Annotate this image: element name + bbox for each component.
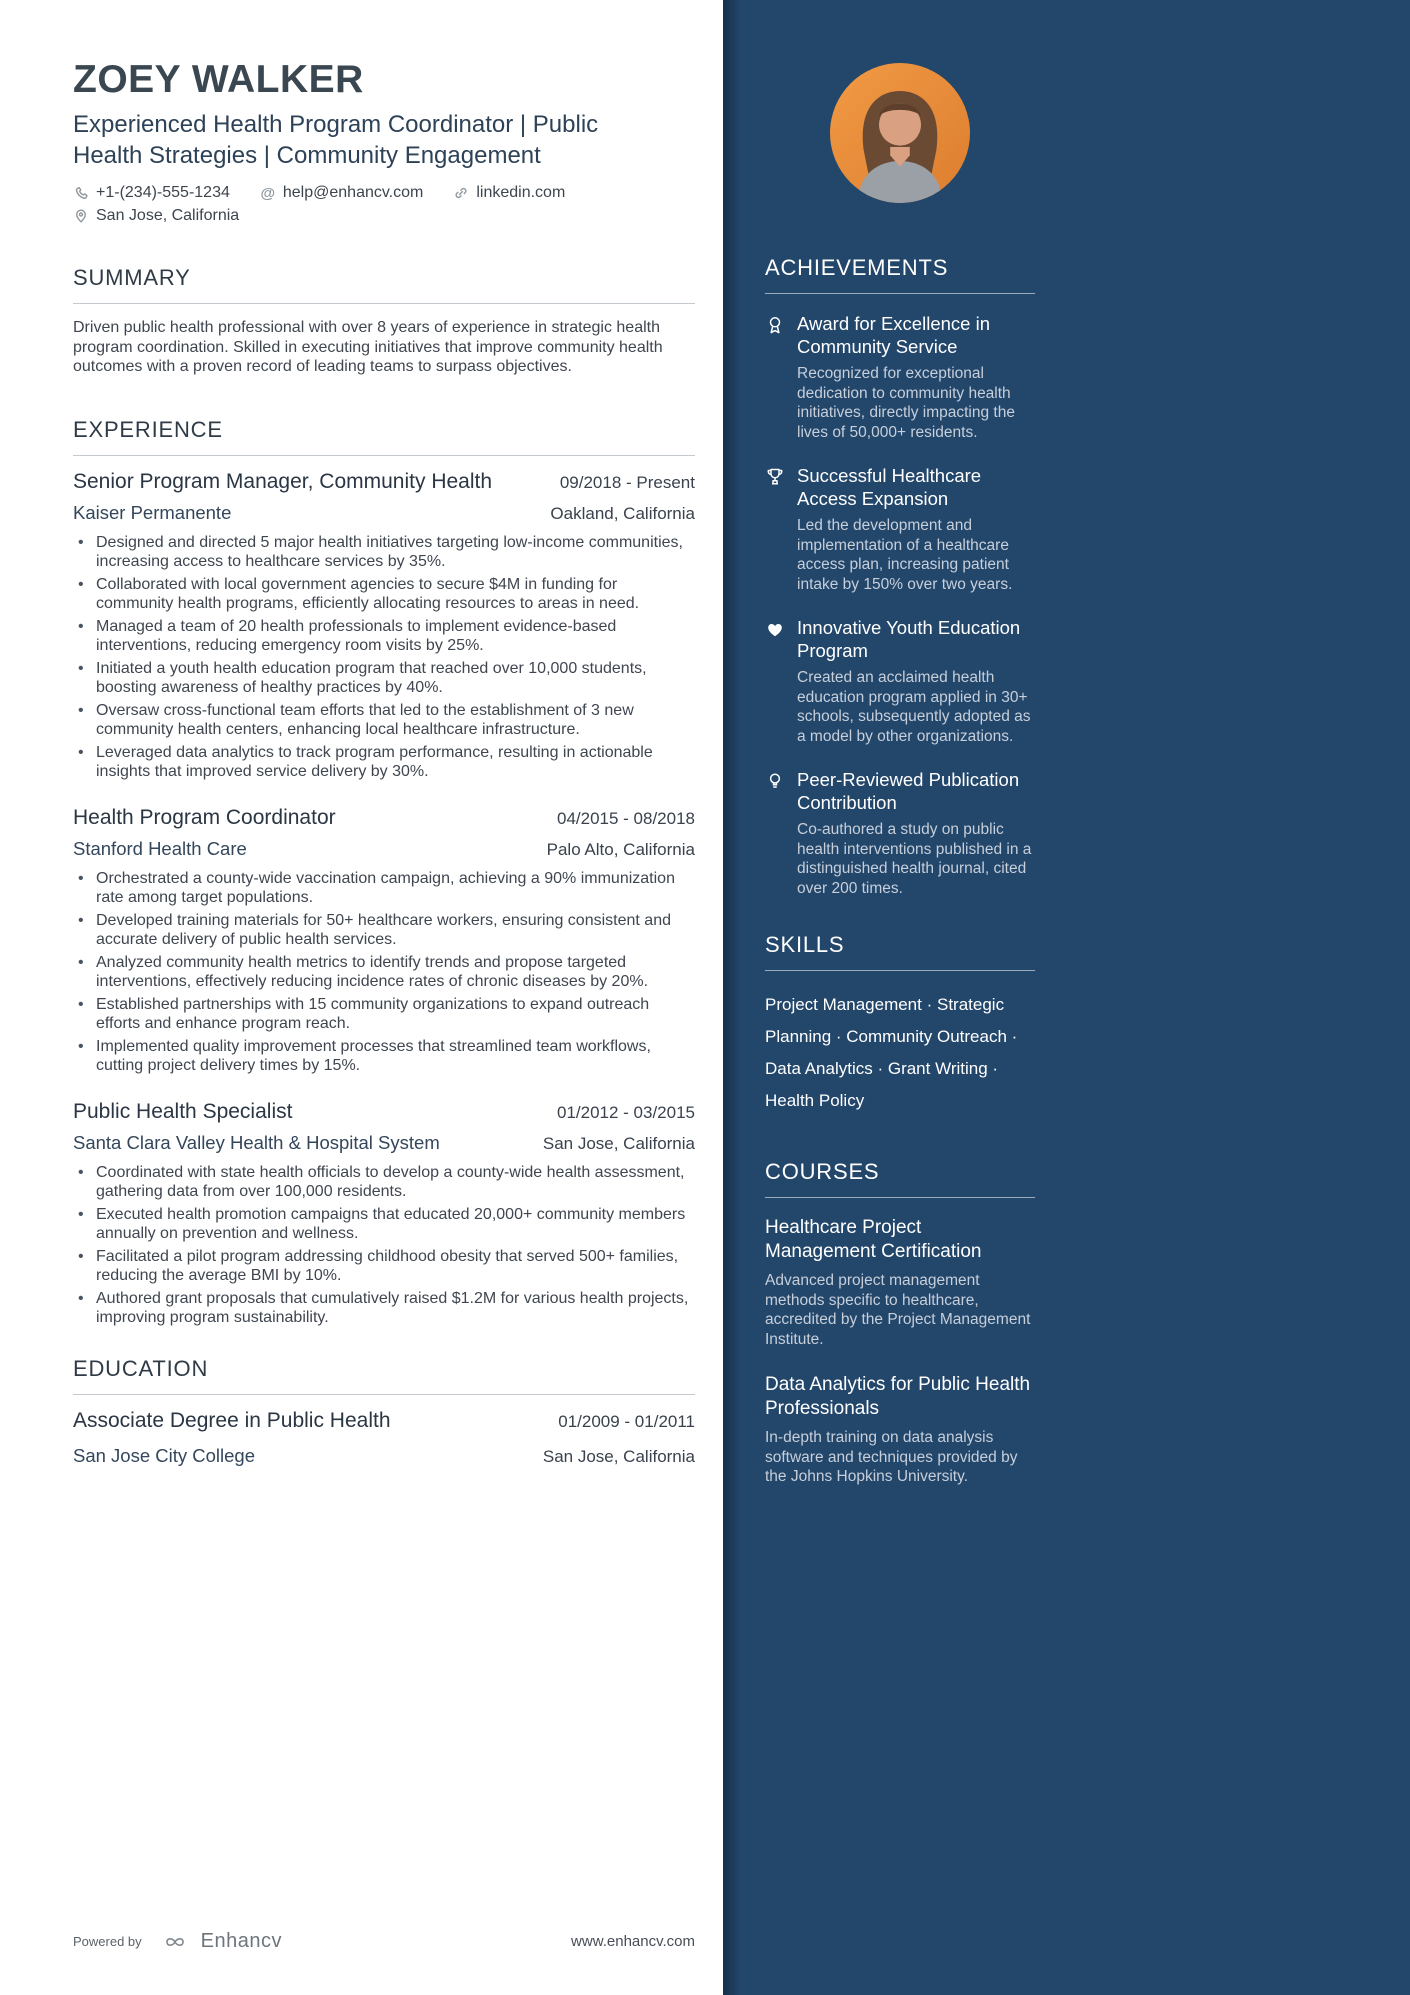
bullet-dot: • [78,659,84,677]
location-text: San Jose, California [96,207,240,224]
achievement-body [797,312,1035,442]
job-location: Palo Alto, California [546,839,695,859]
education-header-row [73,1409,695,1433]
heart-icon [765,616,797,746]
achievement-title: Innovative Youth Education Program [797,617,1021,661]
job-header-row [73,470,695,494]
section-courses [765,1159,1035,1487]
linkedin-item[interactable] [453,184,565,202]
bullet-text: Leveraged data analytics to track program performance, resulting in actionable insights that improved service delivery by 30%. [96,743,653,780]
bullet-text: Oversaw cross-functional team efforts that led to the establishment of 3 new community health centers, enhancing local healthcare infrastructure. [96,701,634,738]
achievement-body [797,464,1035,594]
degree-title: Associate Degree in Public Health [73,1408,391,1432]
job-title: Senior Program Manager, Community Health [73,469,493,493]
job-location: San Jose, California [542,1133,695,1153]
skill-item: Data Analytics [765,1059,873,1078]
skill-separator: · [987,1059,999,1078]
skill-item: Strategic Planning [765,995,1005,1046]
bullet-text: Coordinated with state health officials to develop a county-wide health assessment, gathering data from over 100,000 residents. [96,1163,685,1200]
bullet-text: Implemented quality improvement processes that streamlined team workflows, cutting project delivery times by 15%. [96,1037,651,1074]
skill-item: Community Outreach [846,1027,1007,1046]
job-dates: 01/2012 - 03/2015 [556,1102,695,1122]
lightbulb-icon [765,768,797,898]
bullet-text: Initiated a youth health education program that reached over 10,000 students, boosting awareness of healthy practices by 40%. [96,659,647,696]
achievement-body [797,616,1035,746]
courses-list [765,1216,1035,1487]
at-icon: @ [260,184,276,202]
bullet-dot: • [78,1163,84,1181]
job-dates: 04/2015 - 08/2018 [556,808,695,828]
sidebar [723,0,1410,1995]
job-title: Public Health Specialist [73,1099,293,1123]
bullet-text: Analyzed community health metrics to identify trends and propose targeted interventions, effectively reducing incidence rates of chronic diseases by 20%. [96,953,649,990]
bullet-item [73,1037,695,1076]
education-subheader-row [73,1445,695,1467]
skills-heading: SKILLS [765,932,1035,971]
sidebar-content [765,63,1035,1487]
email-link[interactable]: help@enhancv.com [282,184,424,201]
experience-list [73,470,695,1328]
bullet-dot: • [78,575,84,593]
bullet-item [73,911,695,950]
achievement-title: Successful Healthcare Access Expansion [797,465,982,509]
bullet-item [73,701,695,740]
section-skills [765,932,1035,1117]
bullet-item [73,743,695,782]
achievement-text: Recognized for exceptional dedication to community health initiatives, directly impacting the lives of 50,000+ residents. [797,365,1015,441]
skill-separator: · [921,995,937,1014]
education-dates: 01/2009 - 01/2011 [558,1411,695,1431]
bullet-item [73,1289,695,1328]
experience-entry [73,1100,695,1328]
skill-item: Grant Writing [887,1059,988,1078]
bullet-text: Authored grant proposals that cumulatively raised $1.2M for various health projects, improving program sustainability. [96,1289,689,1326]
bullet-text: Collaborated with local government agencies to secure $4M in funding for community health programs, efficiently allocating resources to areas in need. [96,575,640,612]
bullet-list [73,1163,695,1328]
job-subheader-row [73,494,695,524]
bullet-text: Designed and directed 5 major health initiatives targeting low-income communities, increasing access to healthcare services by 35%. [96,533,683,570]
skill-separator: · [1006,1027,1018,1046]
ribbon-award-icon [765,312,797,442]
skill-item: Health Policy [765,1091,865,1110]
bullet-item [73,1163,695,1202]
bullet-dot: • [78,995,84,1013]
bullet-item [73,617,695,656]
website-link[interactable]: www.enhancv.com [571,1933,695,1950]
achievement-item [765,616,1035,746]
company-name: Kaiser Permanente [73,501,232,523]
achievement-item [765,312,1035,442]
achievement-text: Created an acclaimed health education program applied in 30+ schools, subsequently adopted as a model by other organizations. [797,669,1031,745]
bullet-text: Facilitated a pilot program addressing childhood obesity that served 500+ families, reducing the average BMI by 10%. [96,1247,679,1284]
job-title: Health Program Coordinator [73,805,336,829]
bullet-dot: • [78,617,84,635]
achievement-text: Led the development and implementation of a healthcare access plan, increasing patient intake by 150% over two years. [797,517,1013,593]
skill-separator: · [831,1027,847,1046]
section-experience [73,417,695,1328]
bullet-item [73,953,695,992]
link-icon [453,186,469,200]
course-title: Healthcare Project Management Certification [765,1217,982,1262]
bullet-list [73,869,695,1076]
bullet-dot: • [78,701,84,719]
skill-separator: · [872,1059,888,1078]
bullet-dot: • [78,1247,84,1265]
course-text: Advanced project management methods specific to healthcare, accredited by the Project Management Institute. [765,1272,1031,1348]
location-item [73,207,239,225]
headline: Experienced Health Program Coordinator | Public Health Strategies | Community Engagement [73,111,599,169]
profile-photo [830,63,970,203]
location-pin-icon [73,209,89,223]
phone-icon [73,186,89,200]
summary-heading: SUMMARY [73,265,695,304]
bullet-dot: • [78,911,84,929]
bullet-item [73,1247,695,1286]
section-achievements [765,255,1035,898]
bullet-item [73,869,695,908]
trophy-icon [765,464,797,594]
job-location: Oakland, California [550,503,695,523]
bullet-text: Managed a team of 20 health professionals to implement evidence-based interventions, reducing emergency room visits by 25%. [96,617,617,654]
enhancv-brand: Enhancv [200,1930,282,1952]
course-title: Data Analytics for Public Health Professionals [765,1374,1031,1419]
bullet-dot: • [78,1205,84,1223]
achievement-item [765,464,1035,594]
company-name: Santa Clara Valley Health & Hospital System [73,1131,440,1153]
powered-by-label: Powered by [73,1934,142,1949]
email-item[interactable] [260,184,423,202]
skills-list [765,989,1035,1117]
job-header-row [73,1100,695,1124]
bullet-dot: • [78,953,84,971]
job-subheader-row [73,1124,695,1154]
company-name: Stanford Health Care [73,837,247,859]
linkedin-link[interactable]: linkedin.com [476,184,566,201]
bullet-dot: • [78,1289,84,1307]
bullet-list [73,533,695,782]
achievement-title: Peer-Reviewed Publication Contribution [797,769,1020,813]
phone-number: +1-(234)-555-1234 [96,184,230,201]
achievements-list [765,312,1035,898]
bullet-text: Executed health promotion campaigns that educated 20,000+ community members annually on prevention and wellness. [96,1205,686,1242]
summary-text: Driven public health professional with over 8 years of experience in strategic health program coordination. Skilled in executing initiatives that improve community health outcomes with a proven record of leading teams to surpass objectives. [73,319,663,375]
bullet-item [73,575,695,614]
achievement-text: Co-authored a study on public health interventions published in a distinguished health journal, cited over 200 times. [797,821,1032,897]
footer [73,1930,695,1953]
enhancv-logo-icon [158,1932,192,1952]
courses-heading: COURSES [765,1159,1035,1198]
bullet-dot: • [78,533,84,551]
name: ZOEY WALKER [73,58,364,101]
bullet-text: Orchestrated a county-wide vaccination campaign, achieving a 90% immunization rate among target populations. [96,869,675,906]
experience-heading: EXPERIENCE [73,417,695,456]
course-text: In-depth training on data analysis software and techniques provided by the Johns Hopkins University. [765,1429,1018,1485]
achievements-heading: ACHIEVEMENTS [765,255,1035,294]
skill-item: Project Management [765,995,922,1014]
section-education [73,1356,695,1467]
bullet-item [73,995,695,1034]
bullet-item [73,659,695,698]
achievement-body [797,768,1035,898]
school-name: San Jose City College [73,1444,256,1466]
section-summary [73,265,695,377]
bullet-dot: • [78,869,84,887]
experience-entry [73,470,695,782]
bullet-text: Established partnerships with 15 community organizations to expand outreach efforts and enhance program reach. [96,995,650,1032]
job-header-row [73,806,695,830]
bullet-item [73,533,695,572]
bullet-dot: • [78,1037,84,1055]
course-item [765,1373,1035,1487]
experience-entry [73,806,695,1076]
education-heading: EDUCATION [73,1356,695,1395]
achievement-item [765,768,1035,898]
contact-block [73,184,695,225]
course-item [765,1216,1035,1349]
job-subheader-row [73,830,695,860]
job-dates: 09/2018 - Present [559,472,695,492]
bullet-text: Developed training materials for 50+ healthcare workers, ensuring consistent and accurate delivery of public health services. [96,911,671,948]
phone-item [73,184,230,202]
bullet-dot: • [78,743,84,761]
education-location: San Jose, California [542,1446,695,1466]
bullet-item [73,1205,695,1244]
achievement-title: Award for Excellence in Community Service [797,313,990,357]
